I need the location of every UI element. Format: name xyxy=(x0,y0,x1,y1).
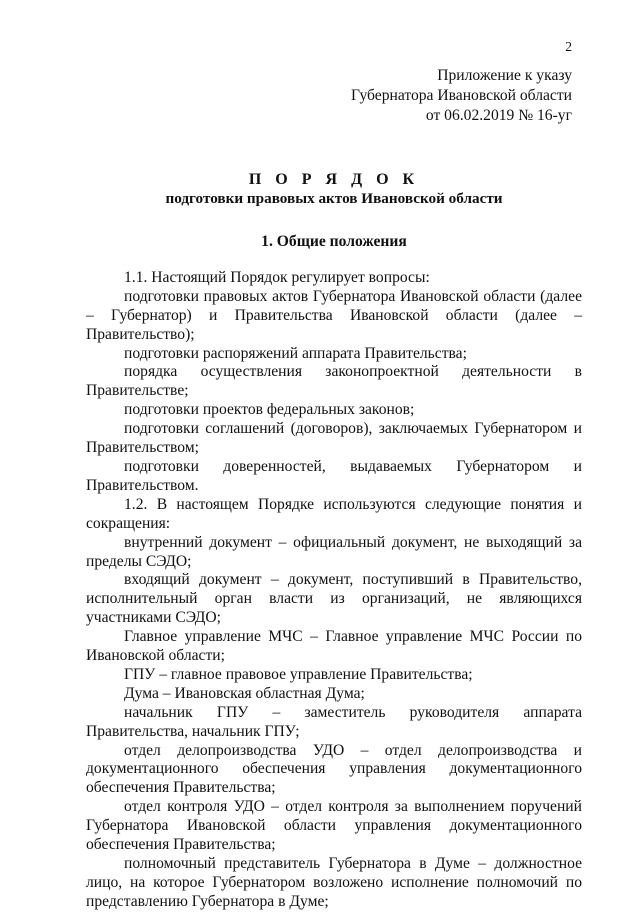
paragraph: подготовки доверенностей, выдаваемых Губернатором и Правительством. xyxy=(86,457,582,494)
body-text xyxy=(86,269,582,912)
document-title xyxy=(86,170,582,208)
paragraph: 1.1. Настоящий Порядок регулирует вопросы: xyxy=(124,268,430,286)
paragraph: подготовки проектов федеральных законов; xyxy=(124,401,415,419)
paragraph: полномочный представитель Губернатора в Думе – должностное лицо, на которое Губернатором возложено исполнение полномочий по представлению Губернатора в Думе; xyxy=(86,855,582,910)
appendix-line-1: Приложение к указу xyxy=(437,67,572,84)
paragraph: отдел делопроизводства УДО – отдел делопроизводства и документационного обеспечения управления документационного обеспечения Правительства; xyxy=(86,741,582,797)
paragraph: Дума – Ивановская областная Дума; xyxy=(124,684,365,702)
paragraph: подготовки распоряжений аппарата Правительства; xyxy=(124,344,467,362)
paragraph: входящий документ – документ, поступивший в Правительство, исполнительный орган власти из организаций, не являющихся участниками СЭДО; xyxy=(86,571,582,627)
appendix-block xyxy=(86,66,582,126)
page-number: 2 xyxy=(565,39,572,54)
paragraph: подготовки соглашений (договоров), заключаемых Губернатором и Правительством; xyxy=(86,420,582,457)
section-heading: 1. Общие положения xyxy=(261,233,407,250)
title-main: П О Р Я Д О К xyxy=(248,171,420,188)
paragraph: подготовки правовых актов Губернатора Ивановской области (далее – Губернатор) и Правительства Ивановской области (далее – Правительство); xyxy=(86,287,582,343)
paragraph: порядка осуществления законопроектной деятельности в Правительстве; xyxy=(86,363,582,400)
paragraph: начальник ГПУ – заместитель руководителя аппарата Правительства, начальник ГПУ; xyxy=(86,703,582,740)
paragraph: 1.2. В настоящем Порядке используются следующие понятия и сокращения: xyxy=(86,495,582,532)
paragraph: внутренний документ – официальный документ, не выходящий за пределы СЭДО; xyxy=(86,533,582,570)
title-subtitle: подготовки правовых актов Ивановской области xyxy=(165,190,503,207)
appendix-line-3: от 06.02.2019 № 16-уг xyxy=(425,107,572,124)
appendix-line-2: Губернатора Ивановской области xyxy=(351,87,572,104)
paragraph: отдел контроля УДО – отдел контроля за выполнением поручений Губернатора Ивановской области управления документационного обеспечения Правительства; xyxy=(86,798,582,854)
paragraph: Главное управление МЧС – Главное управление МЧС России по Ивановской области; xyxy=(86,628,582,665)
paragraph: ГПУ – главное правовое управление Правительства; xyxy=(124,665,473,683)
